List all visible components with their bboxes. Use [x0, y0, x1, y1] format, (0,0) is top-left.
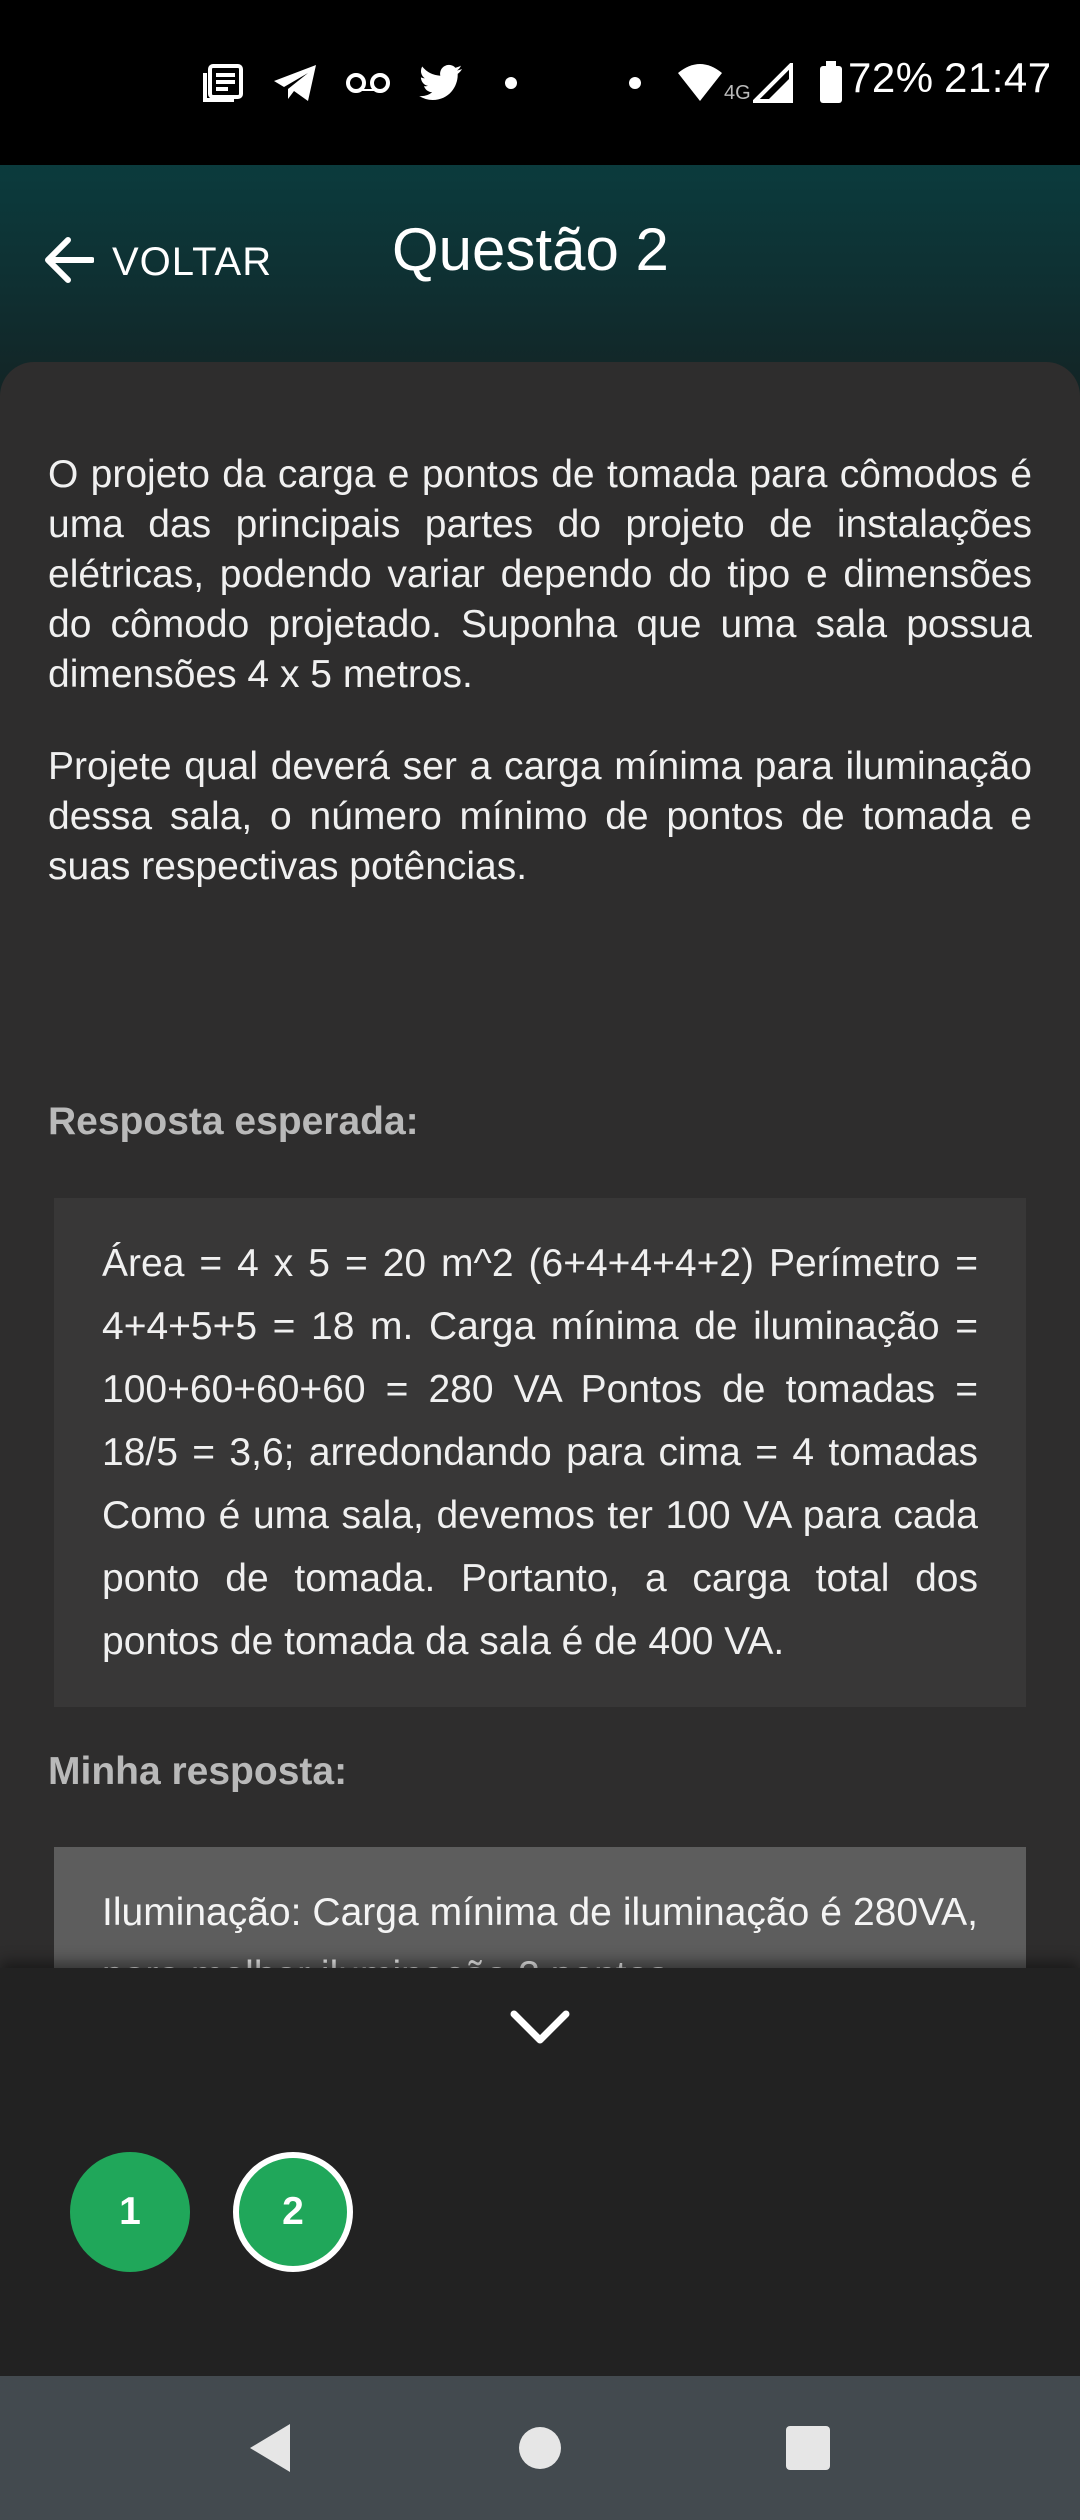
expected-answer-box — [54, 1198, 1026, 1707]
clock: 21:47 — [944, 54, 1052, 101]
battery-icon — [818, 58, 844, 108]
status-bar — [0, 0, 1080, 165]
my-answer-label: Minha resposta: — [48, 1750, 348, 1793]
network-type-label: 4G — [724, 81, 751, 104]
voicemail-icon — [344, 58, 392, 108]
battery-percentage: 72% — [848, 54, 934, 101]
back-label: VOLTAR — [112, 239, 273, 284]
arrow-left-icon — [42, 236, 94, 289]
twitter-icon — [418, 58, 464, 108]
page-title: Questão 2 — [392, 216, 669, 283]
telegram-icon — [272, 58, 318, 108]
question-bubble-1[interactable]: 1 — [70, 2152, 190, 2272]
chevron-down-icon[interactable] — [510, 2008, 570, 2048]
nav-back-button[interactable] — [240, 2418, 300, 2478]
question-navigator-sheet — [0, 1968, 1080, 2376]
dot-icon — [504, 58, 518, 108]
wifi-icon — [676, 58, 724, 108]
news-icon — [202, 58, 244, 108]
question-bubble-2[interactable]: 2 — [233, 2152, 353, 2272]
question-paragraph: O projeto da carga e pontos de tomada para cômodos é uma das principais partes do projeto de instalações elétricas, podendo variar dependo do tipo e dimensões do cômodo projetado. Suponha que uma sala possua dimensões 4 x 5 metros. — [48, 453, 1032, 696]
nav-home-button[interactable] — [510, 2418, 570, 2478]
back-button[interactable] — [42, 227, 272, 297]
dot-icon — [628, 58, 642, 108]
question-text — [48, 450, 1032, 892]
nav-recents-button[interactable] — [778, 2418, 838, 2478]
expected-answer-text: Área = 4 x 5 = 20 m^2 (6+4+4+4+2) Perímetro = 4+4+5+5 = 18 m. Carga mínima de iluminação = 100+60+60+60 = 280 VA Pontos de tomadas = 18/5 = 3,6; arredondando para cima = 4 tomadas Como é uma sala, devemos ter 100 VA para cada ponto de tomada. Portanto, a carga total dos pontos de tomada da sala é de 400 VA. — [102, 1242, 978, 1663]
question-paragraph: Projete qual deverá ser a carga mínima para iluminação dessa sala, o número mínimo de pontos de tomada e suas respectivas potências. — [48, 745, 1032, 888]
app-header — [0, 165, 1080, 395]
expected-answer-label: Resposta esperada: — [48, 1100, 419, 1143]
question-card — [0, 362, 1080, 1962]
system-navigation-bar — [0, 2376, 1080, 2520]
signal-icon — [724, 58, 793, 108]
my-answer-text: Iluminação: Carga mínima de iluminação é 280VA, — [102, 1891, 978, 1934]
